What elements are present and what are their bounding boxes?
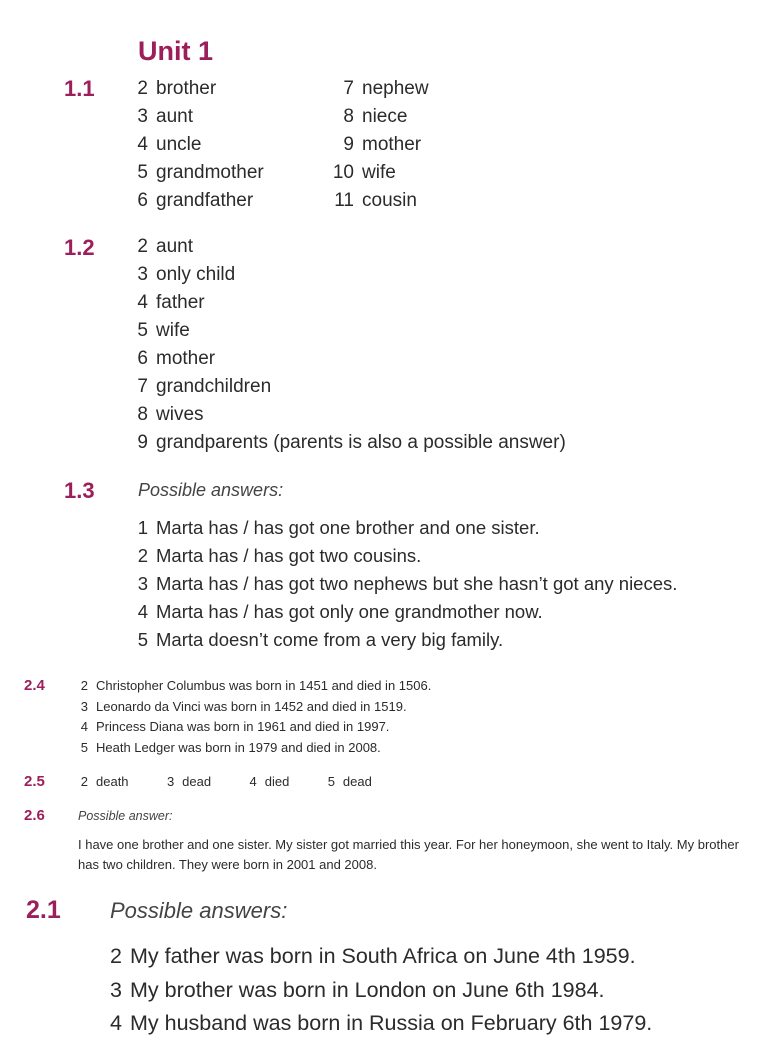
- exercise-1-1-column-2: [330, 75, 429, 215]
- exercise-number: 2.5: [24, 773, 45, 790]
- exercise-number: 2.6: [24, 807, 45, 824]
- list-item: 6 mother: [137, 348, 216, 369]
- list-item: 6 grandfather: [137, 190, 254, 211]
- list-item: 4 Marta has / has got only one grandmother now.: [137, 601, 543, 622]
- list-item: 8 niece: [343, 106, 408, 127]
- list-item: 1 Marta has / has got one brother and one sister.: [137, 517, 540, 538]
- exercise-1-1: [64, 76, 95, 102]
- exercise-2-5: [24, 772, 45, 793]
- list-item: 5 grandmother: [137, 162, 264, 183]
- exercise-2-6: [24, 806, 45, 827]
- list-item: 2 brother: [137, 78, 217, 99]
- list-item: 10 wife: [332, 162, 396, 183]
- exercise-2-4-list: [76, 676, 431, 758]
- list-item: 8 wives: [137, 404, 204, 425]
- exercise-number: 1.1: [64, 76, 95, 101]
- list-item: 3 only child: [137, 264, 236, 285]
- exercise-number: 1.3: [64, 478, 95, 503]
- list-item: 2 death: [80, 774, 129, 789]
- list-item: 3 dead: [166, 774, 212, 789]
- exercise-2-5-list: [76, 772, 402, 793]
- list-item: 5 Heath Ledger was born in 1979 and died in 2008.: [80, 739, 381, 755]
- exercise-2-1-heading: Possible answers:: [110, 898, 288, 923]
- list-item: 2 Marta has / has got two cousins.: [137, 545, 422, 566]
- exercise-2-6-heading: Possible answer:: [78, 809, 173, 823]
- list-item: 7 nephew: [343, 78, 429, 99]
- list-item: 2 My father was born in South Africa on June 4th 1959.: [110, 944, 636, 968]
- exercise-1-2: [64, 235, 95, 261]
- exercise-number: 2.1: [26, 896, 61, 924]
- list-item: 2 Christopher Columbus was born in 1451 and died in 1506.: [80, 678, 432, 693]
- list-item: 9 grandparents (parents is also a possible answer): [137, 432, 566, 453]
- list-item: 5 Marta doesn’t come from a very big family.: [137, 629, 504, 650]
- list-item: 4 died: [249, 774, 290, 789]
- list-item: 3 Marta has / has got two nephews but she hasn’t got any nieces.: [137, 573, 678, 594]
- exercise-1-3: [64, 478, 95, 504]
- list-item: 4 Princess Diana was born in 1961 and died in 1997.: [80, 719, 390, 734]
- exercise-number: 2.4: [24, 677, 45, 694]
- list-item: 4 My husband was born in Russia on February 6th 1979.: [110, 1011, 653, 1035]
- exercise-1-3-list: [136, 514, 677, 654]
- unit-title: Unit 1: [138, 36, 214, 66]
- exercise-1-1-column-1: [136, 75, 264, 215]
- list-item: 3 Leonardo da Vinci was born in 1452 and died in 1519.: [80, 698, 407, 714]
- list-item: 3 aunt: [137, 106, 193, 127]
- list-item: 5 dead: [327, 774, 372, 789]
- list-item: 4 uncle: [137, 134, 202, 155]
- list-item: 11 cousin: [334, 190, 417, 211]
- exercise-2-1-list: [108, 940, 652, 1041]
- exercise-2-4: [24, 676, 45, 697]
- list-item: 2 aunt: [137, 236, 193, 257]
- list-item: 4 father: [137, 292, 205, 313]
- list-item: 9 mother: [343, 134, 422, 155]
- list-item: 3 My brother was born in London on June 6th 1984.: [110, 977, 605, 1002]
- exercise-2-6-paragraph: I have one brother and one sister. My sister got married this year. For her honeymoon, she went to Italy. My brother has two children. They were born in 2001 and 2008.: [78, 837, 739, 872]
- exercise-number: 1.2: [64, 235, 95, 260]
- exercise-1-3-heading: Possible answers:: [138, 480, 284, 500]
- exercise-1-2-list: [136, 233, 566, 457]
- exercise-2-1: [26, 896, 61, 925]
- list-item: 7 grandchildren: [137, 376, 272, 397]
- list-item: 5 wife: [137, 320, 190, 341]
